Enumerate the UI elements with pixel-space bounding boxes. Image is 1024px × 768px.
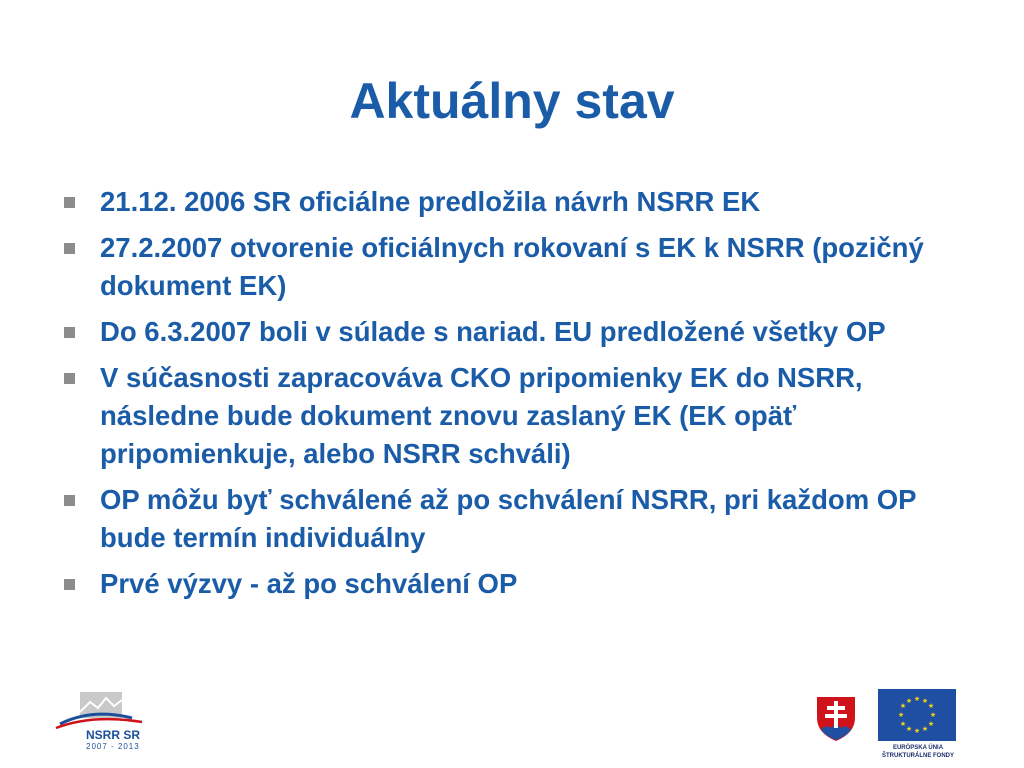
svg-text:★: ★ [897, 711, 905, 719]
nsrr-logo [52, 688, 152, 758]
square-bullet-icon [64, 579, 75, 590]
svg-text:★: ★ [899, 720, 907, 728]
svg-text:★: ★ [913, 695, 921, 703]
slide-title: Aktuálny stav [349, 73, 675, 129]
bullet-text: 27.2.2007 otvorenie oficiálnych rokovaní s EK k NSRR (pozičný dokument EK) [100, 232, 924, 301]
nsrr-mountain-icon [52, 688, 152, 730]
svg-text:★: ★ [927, 720, 935, 728]
svg-text:★: ★ [921, 697, 929, 705]
svg-text:★: ★ [913, 727, 921, 735]
square-bullet-icon [64, 373, 75, 384]
square-bullet-icon [64, 327, 75, 338]
eu-caption-line1: EURÓPSKA ÚNIA [892, 745, 944, 751]
nsrr-logo-years: 2007 - 2013 [86, 742, 140, 751]
eu-caption [868, 744, 968, 760]
bullet-item [62, 183, 962, 221]
bullet-text: Do 6.3.2007 boli v súlade s nariad. EU predložené všetky OP [100, 316, 886, 347]
bullet-item [62, 359, 962, 473]
square-bullet-icon [64, 243, 75, 254]
bullet-text: V súčasnosti zapracováva CKO pripomienky EK do NSRR, následne bude dokument znovu zaslaný EK (EK opäť pripomienkuje, alebo NSRR schváli) [100, 362, 863, 469]
bullet-item [62, 565, 962, 603]
svg-text:★: ★ [929, 711, 937, 719]
nsrr-logo-name: NSRR SR [86, 728, 141, 742]
svg-text:★: ★ [921, 725, 929, 733]
svg-text:★: ★ [899, 702, 907, 710]
svg-text:★: ★ [927, 702, 935, 710]
square-bullet-icon [64, 197, 75, 208]
eu-caption-line2: ŠTRUKTURÁLNE FONDY [882, 753, 954, 759]
eu-flag-icon [878, 689, 956, 741]
bullet-item [62, 481, 962, 557]
bullet-list [62, 183, 962, 611]
bullet-item [62, 229, 962, 305]
svg-text:★: ★ [905, 697, 913, 705]
bullet-item [62, 313, 962, 351]
slovak-coat-of-arms-icon [812, 692, 860, 746]
bullet-text: 21.12. 2006 SR oficiálne predložila návrh NSRR EK [100, 186, 761, 217]
square-bullet-icon [64, 495, 75, 506]
svg-text:★: ★ [905, 725, 913, 733]
bullet-text: Prvé výzvy - až po schválení OP [100, 568, 518, 599]
bullet-text: OP môžu byť schválené až po schválení NSRR, pri každom OP bude termín individuálny [100, 484, 917, 553]
